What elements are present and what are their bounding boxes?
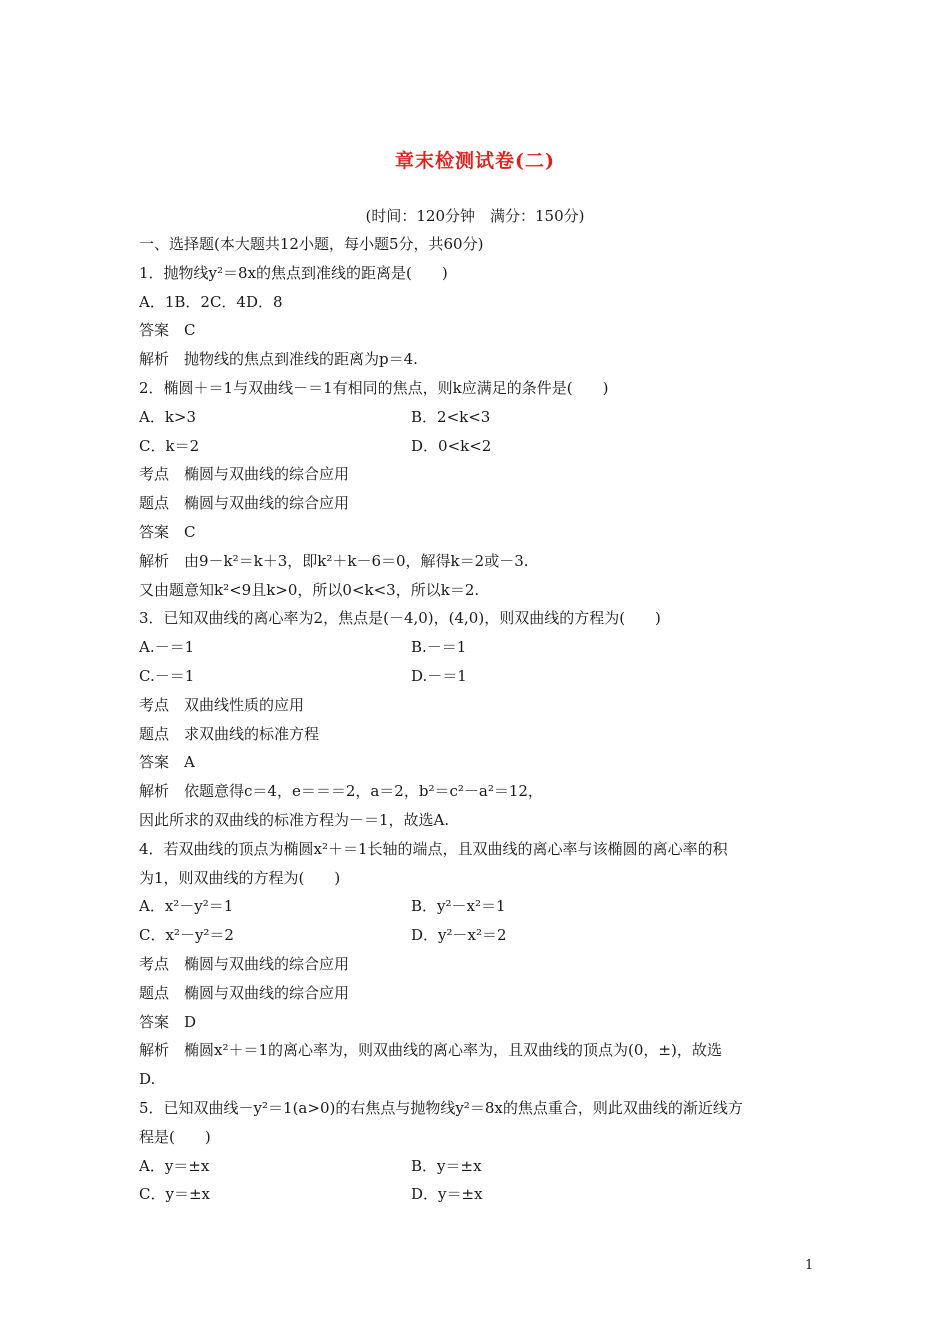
option-d: D．0<k<2 <box>411 436 492 455</box>
question-1-analysis: 解析 抛物线的焦点到准线的距离为p＝4. <box>139 350 418 369</box>
option-a: A．y＝±x <box>139 1156 210 1175</box>
option-a: A.－＝1 <box>139 638 195 657</box>
question-4-analysis: 解析 椭圆x²＋＝1的离心率为，则双曲线的离心率为，且双曲线的顶点为(0，±)，故选 <box>139 1041 722 1060</box>
question-5: 5．已知双曲线－y²＝1(a>0)的右焦点与抛物线y²＝8x的焦点重合，则此双曲线的渐近线方 <box>139 1098 743 1117</box>
option-c: C．x²－y²＝2 <box>139 926 234 945</box>
option-a: A．k>3 <box>139 407 197 426</box>
page-title: 章末检测试卷(二) <box>395 150 555 172</box>
question-3-topic: 考点 双曲线性质的应用 <box>139 695 305 714</box>
question-4-subtopic: 题点 椭圆与双曲线的综合应用 <box>139 983 350 1002</box>
option-c: C.－＝1 <box>139 666 195 685</box>
question-2-analysis: 解析 由9－k²＝k＋3，即k²＋k－6＝0，解得k＝2或－3. <box>139 551 529 570</box>
page-number: 1 <box>805 1258 814 1273</box>
question-4-answer: 答案 D <box>139 1012 197 1031</box>
option-c: C．k＝2 <box>139 436 200 455</box>
option-d: D．y＝±x <box>411 1185 483 1204</box>
question-2-options-row-1 <box>139 403 811 432</box>
option-b: B.－＝1 <box>411 638 467 657</box>
question-2-topic: 考点 椭圆与双曲线的综合应用 <box>139 465 350 484</box>
question-2-answer: 答案 C <box>139 522 196 541</box>
option-a: A．x²－y²＝1 <box>139 897 234 916</box>
exam-body <box>139 230 811 1209</box>
question-3-analysis-cont: 因此所求的双曲线的标准方程为－＝1，故选A. <box>139 810 450 829</box>
question-4-analysis-cont: D. <box>139 1070 156 1089</box>
section-heading: 一、选择题(本大题共12小题，每小题5分，共60分) <box>139 235 484 253</box>
option-b: B．2<k<3 <box>411 407 491 426</box>
option-b: B．y²－x²＝1 <box>411 897 506 916</box>
question-4-options-row-2 <box>139 921 811 950</box>
question-3-answer: 答案 A <box>139 753 195 772</box>
question-3-options-row-1 <box>139 633 811 662</box>
question-3-analysis: 解析 依题意得c＝4，e＝＝＝2，a＝2，b²＝c²－a²＝12， <box>139 782 543 801</box>
question-1: 1．抛物线y²＝8x的焦点到准线的距离是( ) <box>139 263 448 282</box>
question-1-options: A．1B．2C．4D．8 <box>139 292 283 311</box>
question-3-options-row-2 <box>139 662 811 691</box>
question-4-cont: 为1，则双曲线的方程为( ) <box>139 868 341 887</box>
question-3: 3．已知双曲线的离心率为2，焦点是(－4,0)，(4,0)，则双曲线的方程为( ) <box>139 609 661 628</box>
option-c: C．y＝±x <box>139 1185 210 1204</box>
question-2-subtopic: 题点 椭圆与双曲线的综合应用 <box>139 494 350 513</box>
question-1-answer: 答案 C <box>139 321 196 340</box>
question-4-topic: 考点 椭圆与双曲线的综合应用 <box>139 954 350 973</box>
question-4: 4．若双曲线的顶点为椭圆x²＋＝1长轴的端点，且双曲线的离心率与该椭圆的离心率的积 <box>139 839 728 858</box>
question-5-options-row-2 <box>139 1180 811 1209</box>
question-2-options-row-2 <box>139 432 811 461</box>
question-5-options-row-1 <box>139 1152 811 1181</box>
option-d: D.－＝1 <box>411 666 467 685</box>
question-4-options-row-1 <box>139 892 811 921</box>
question-3-subtopic: 题点 求双曲线的标准方程 <box>139 724 320 743</box>
option-b: B．y＝±x <box>411 1156 482 1175</box>
question-5-cont: 程是( ) <box>139 1127 211 1146</box>
question-2-analysis-cont: 又由题意知k²<9且k>0，所以0<k<3，所以k＝2. <box>139 580 480 599</box>
question-2: 2．椭圆＋＝1与双曲线－＝1有相同的焦点，则k应满足的条件是( ) <box>139 378 609 397</box>
exam-time-score: (时间：120分钟 满分：150分) <box>365 207 585 225</box>
option-d: D．y²－x²＝2 <box>411 926 507 945</box>
